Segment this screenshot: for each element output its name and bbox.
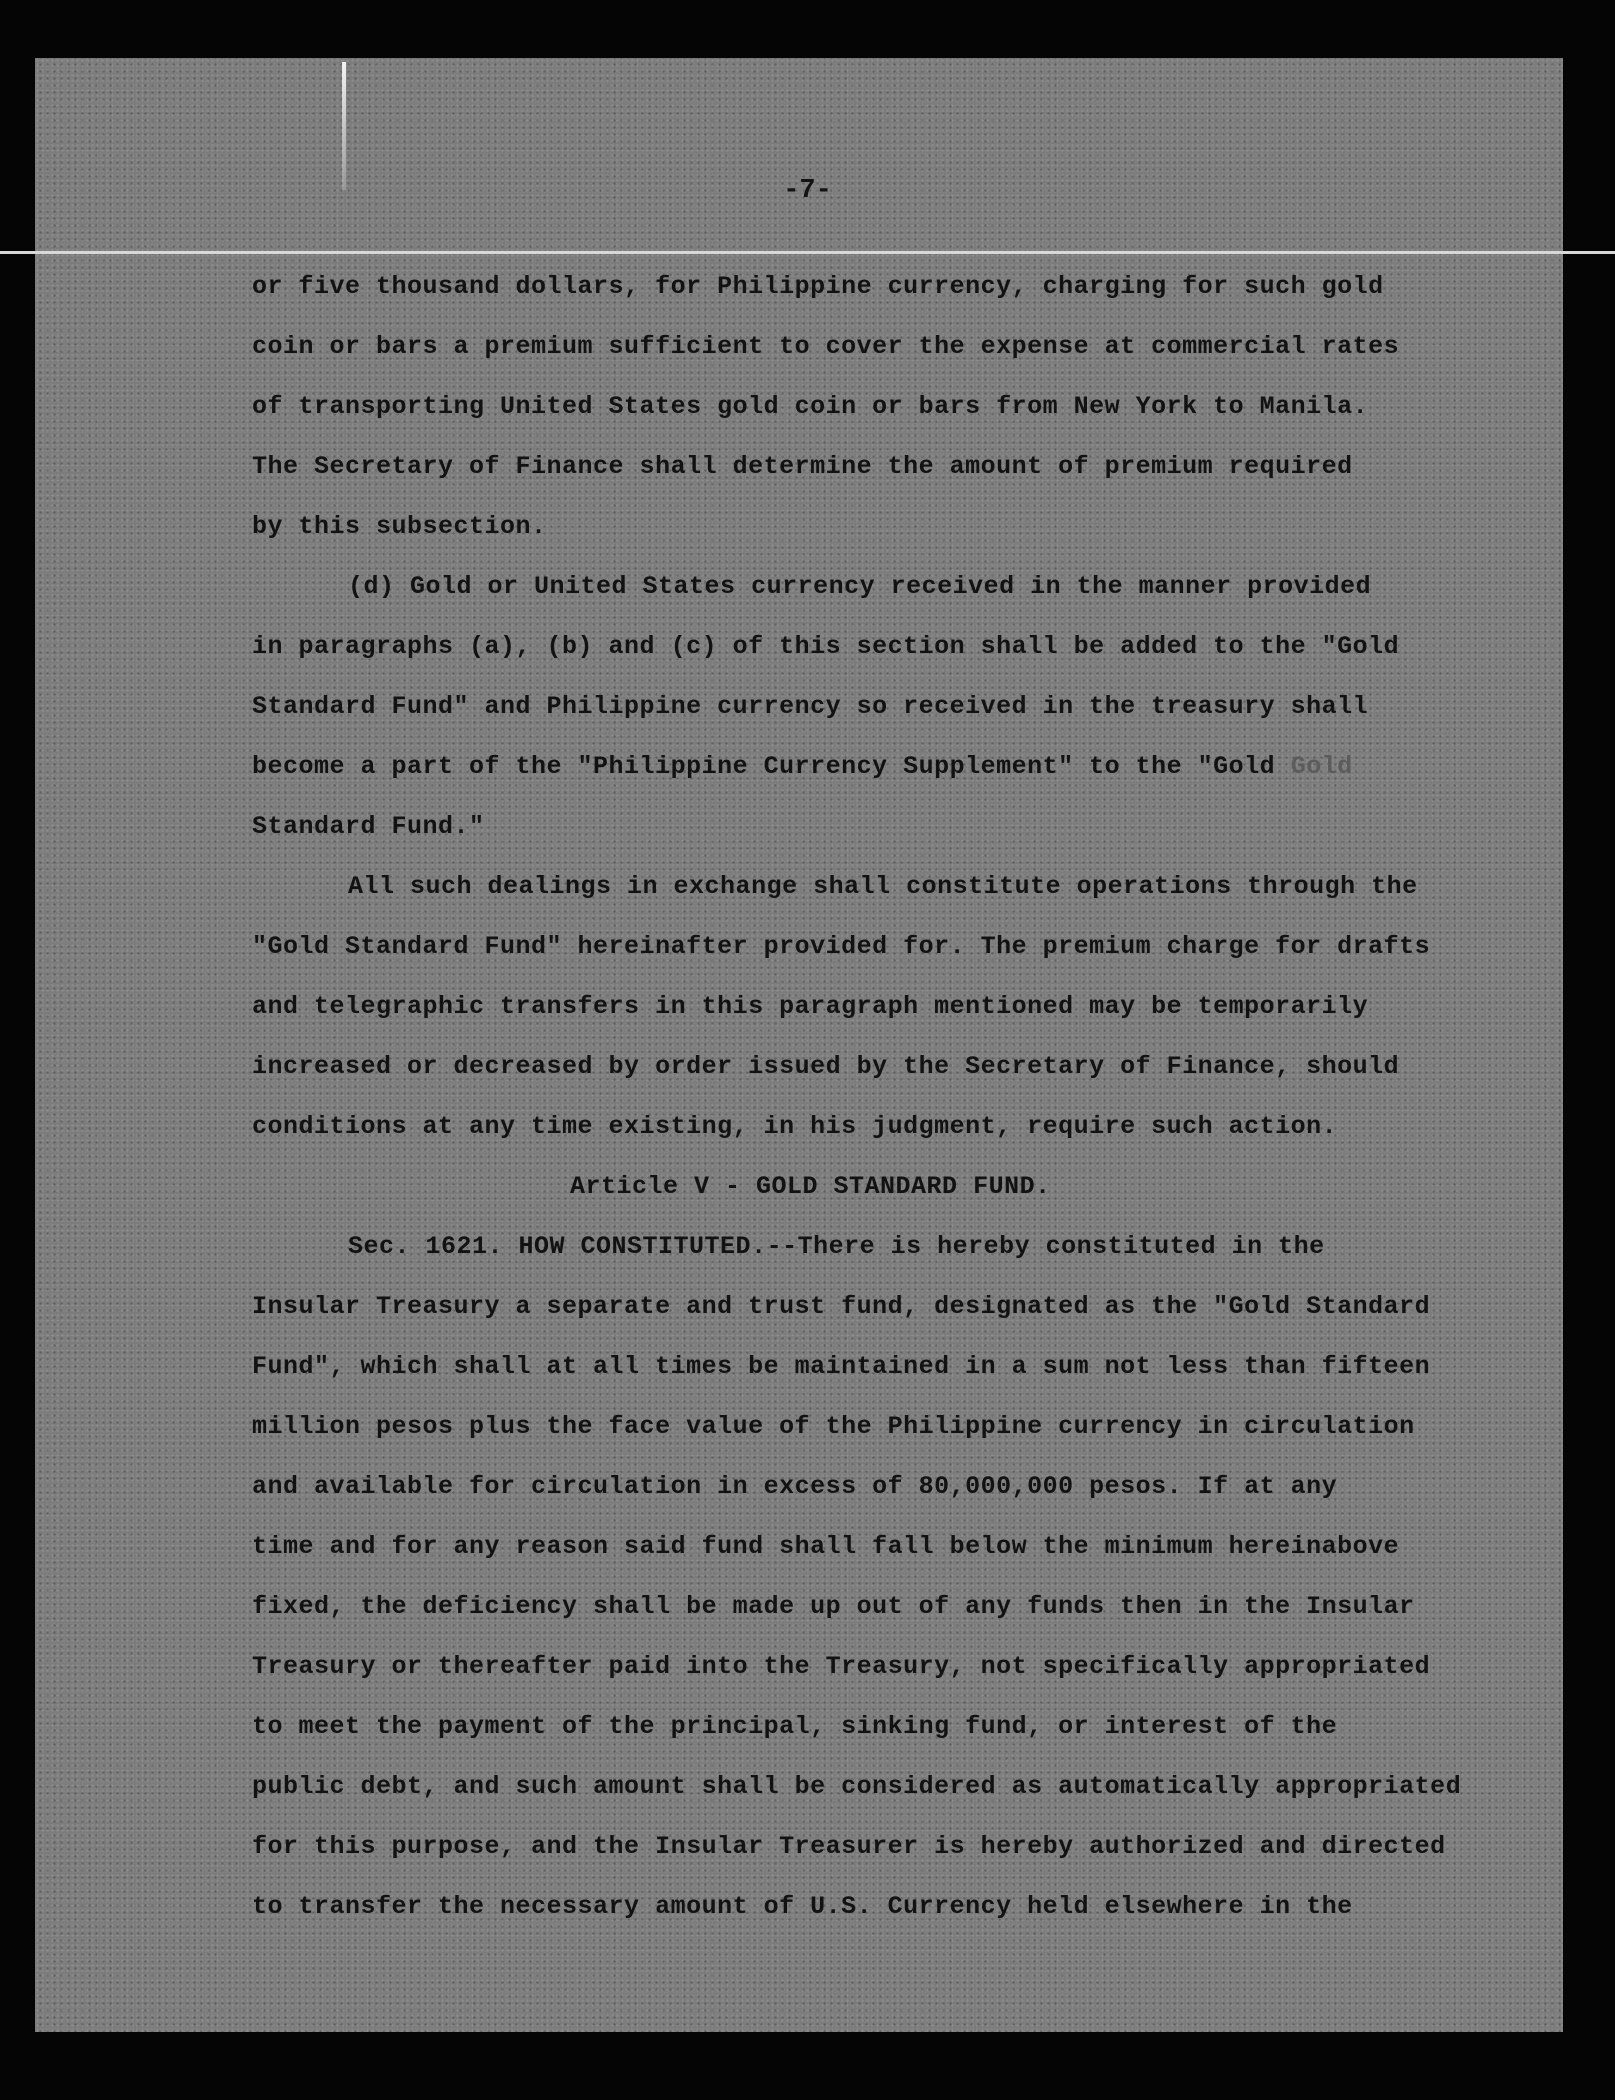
text-line: "Gold Standard Fund" hereinafter provided for. The premium charge for drafts: [252, 932, 1431, 961]
text-line: public debt, and such amount shall be considered as automatically appropriated: [252, 1772, 1462, 1801]
text-line: coin or bars a premium sufficient to cover the expense at commercial rates: [252, 332, 1400, 361]
text-line: fixed, the deficiency shall be made up out of any funds then in the Insular: [252, 1592, 1415, 1621]
paragraph-d-start: (d) Gold or United States currency received in the manner provided: [348, 572, 1372, 601]
text-line: Standard Fund.": [252, 812, 485, 841]
film-scratch: [342, 62, 346, 190]
document-body: [252, 262, 1462, 1942]
faint-overprint: Gold: [1290, 752, 1353, 781]
text-line: or five thousand dollars, for Philippine currency, charging for such gold: [252, 272, 1384, 301]
text-line: Standard Fund" and Philippine currency so received in the treasury shall: [252, 692, 1369, 721]
paragraph-start: All such dealings in exchange shall constitute operations through the: [348, 872, 1418, 901]
text-line: and available for circulation in excess of 80,000,000 pesos. If at any: [252, 1472, 1338, 1501]
scan-artifact-line: [0, 251, 1615, 254]
text-line: to meet the payment of the principal, sinking fund, or interest of the: [252, 1712, 1338, 1741]
text-line: by this subsection.: [252, 512, 547, 541]
article-heading: Article V - GOLD STANDARD FUND.: [570, 1172, 1051, 1201]
text-line: The Secretary of Finance shall determine the amount of premium required: [252, 452, 1353, 481]
section-heading: Sec. 1621. HOW CONSTITUTED.--There is hereby constituted in the: [348, 1232, 1325, 1261]
text-line: conditions at any time existing, in his judgment, require such action.: [252, 1112, 1338, 1141]
text-line: to transfer the necessary amount of U.S. Currency held elsewhere in the: [252, 1892, 1353, 1921]
text-line: in paragraphs (a), (b) and (c) of this section shall be added to the "Gold: [252, 632, 1400, 661]
text-line: for this purpose, and the Insular Treasurer is hereby authorized and directed: [252, 1832, 1446, 1861]
text-line: million pesos plus the face value of the Philippine currency in circulation: [252, 1412, 1415, 1441]
text-line-content: become a part of the "Philippine Currency Supplement" to the "Gold: [252, 752, 1276, 781]
text-line: Treasury or thereafter paid into the Treasury, not specifically appropriated: [252, 1652, 1431, 1681]
text-line: Fund", which shall at all times be maintained in a sum not less than fifteen: [252, 1352, 1431, 1381]
page-number: -7-: [783, 176, 832, 206]
text-line: of transporting United States gold coin or bars from New York to Manila.: [252, 392, 1369, 421]
text-line: [252, 742, 1432, 802]
text-line: and telegraphic transfers in this paragraph mentioned may be temporarily: [252, 992, 1369, 1021]
text-line: increased or decreased by order issued by the Secretary of Finance, should: [252, 1052, 1400, 1081]
text-line: time and for any reason said fund shall fall below the minimum hereinabove: [252, 1532, 1400, 1561]
text-line: Insular Treasury a separate and trust fund, designated as the "Gold Standard: [252, 1292, 1431, 1321]
